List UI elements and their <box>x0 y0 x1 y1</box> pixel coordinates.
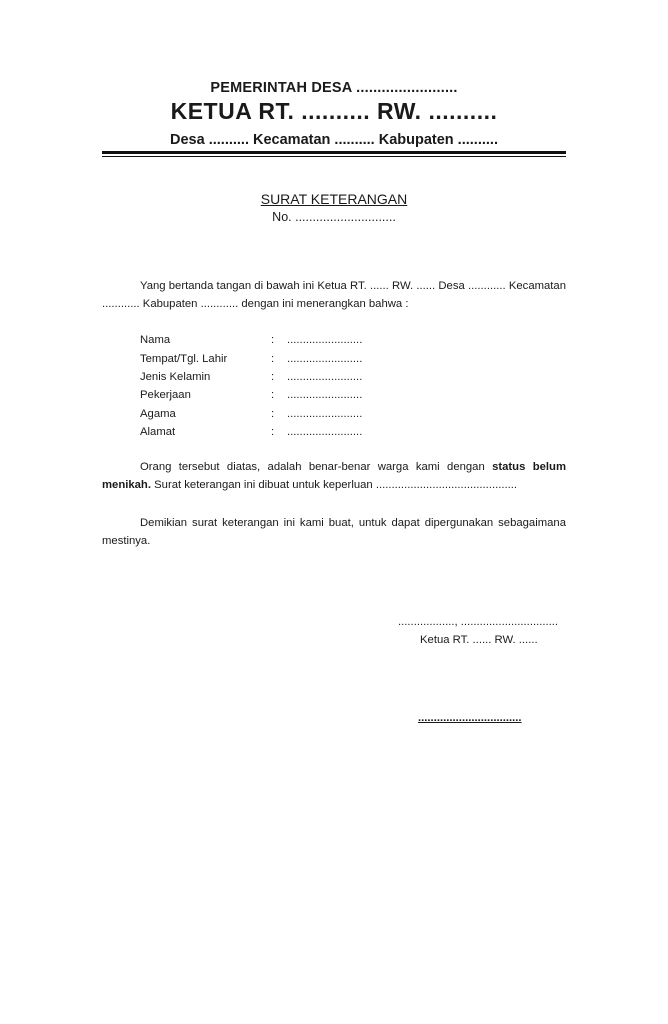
field-row-agama <box>140 405 377 423</box>
statement-text-1: Orang tersebut diatas, adalah benar-benar warga kami dengan <box>140 461 493 473</box>
signature-place-date: .................., ............................... <box>398 616 559 628</box>
field-colon: : <box>271 389 275 402</box>
field-value: ........................ <box>287 370 363 383</box>
intro-paragraph <box>102 277 566 313</box>
statement-paragraph <box>102 458 566 494</box>
field-row-pekerjaan <box>140 386 377 404</box>
closing-text: Demikian surat keterangan ini kami buat, untuk dapat dipergunakan sebagaimana mestinya. <box>102 517 566 547</box>
region-header: Desa .......... Kecamatan .......... Kabupaten .......... <box>170 132 498 148</box>
field-label: Alamat <box>140 426 176 439</box>
field-row-jenis-kelamin <box>140 368 377 386</box>
statement-status-bold: status belum menikah. <box>102 461 566 491</box>
field-label: Agama <box>140 407 176 420</box>
field-label: Tempat/Tgl. Lahir <box>140 352 228 365</box>
field-label: Pekerjaan <box>140 389 191 402</box>
letter-title: SURAT KETERANGAN <box>260 191 408 207</box>
field-colon: : <box>271 407 275 420</box>
letter-number: No. ............................. <box>272 210 396 224</box>
field-value: ........................ <box>287 334 363 347</box>
header-divider-thick <box>102 151 566 154</box>
identity-fields <box>140 331 377 441</box>
field-value: ........................ <box>287 389 363 402</box>
government-header: PEMERINTAH DESA ........................ <box>210 80 458 96</box>
field-colon: : <box>271 370 275 383</box>
intro-text: Yang bertanda tangan di bawah ini Ketua RT. ...... RW. ...... Desa ............ Kecamatan ............ Kabupaten ............ dengan ini menerangkan bahwa : <box>102 280 566 310</box>
closing-paragraph <box>102 514 566 550</box>
field-row-tempat-tgl-lahir <box>140 349 377 367</box>
field-row-alamat <box>140 423 377 441</box>
field-value: ........................ <box>287 426 363 439</box>
field-label: Nama <box>140 334 171 347</box>
field-label: Jenis Kelamin <box>140 370 211 383</box>
field-row-nama <box>140 331 377 349</box>
field-value: ........................ <box>287 407 363 420</box>
header-divider-thin <box>102 156 566 157</box>
field-colon: : <box>271 426 275 439</box>
field-value: ........................ <box>287 352 363 365</box>
field-colon: : <box>271 334 275 347</box>
statement-text-2: Surat keterangan ini dibuat untuk keperluan ............................................. <box>150 479 518 491</box>
field-colon: : <box>271 352 275 365</box>
rt-rw-header: KETUA RT. .......... RW. .......... <box>170 98 498 124</box>
signature-title: Ketua RT. ...... RW. ...... <box>420 634 538 646</box>
signature-name-line: ................................. <box>418 712 522 724</box>
